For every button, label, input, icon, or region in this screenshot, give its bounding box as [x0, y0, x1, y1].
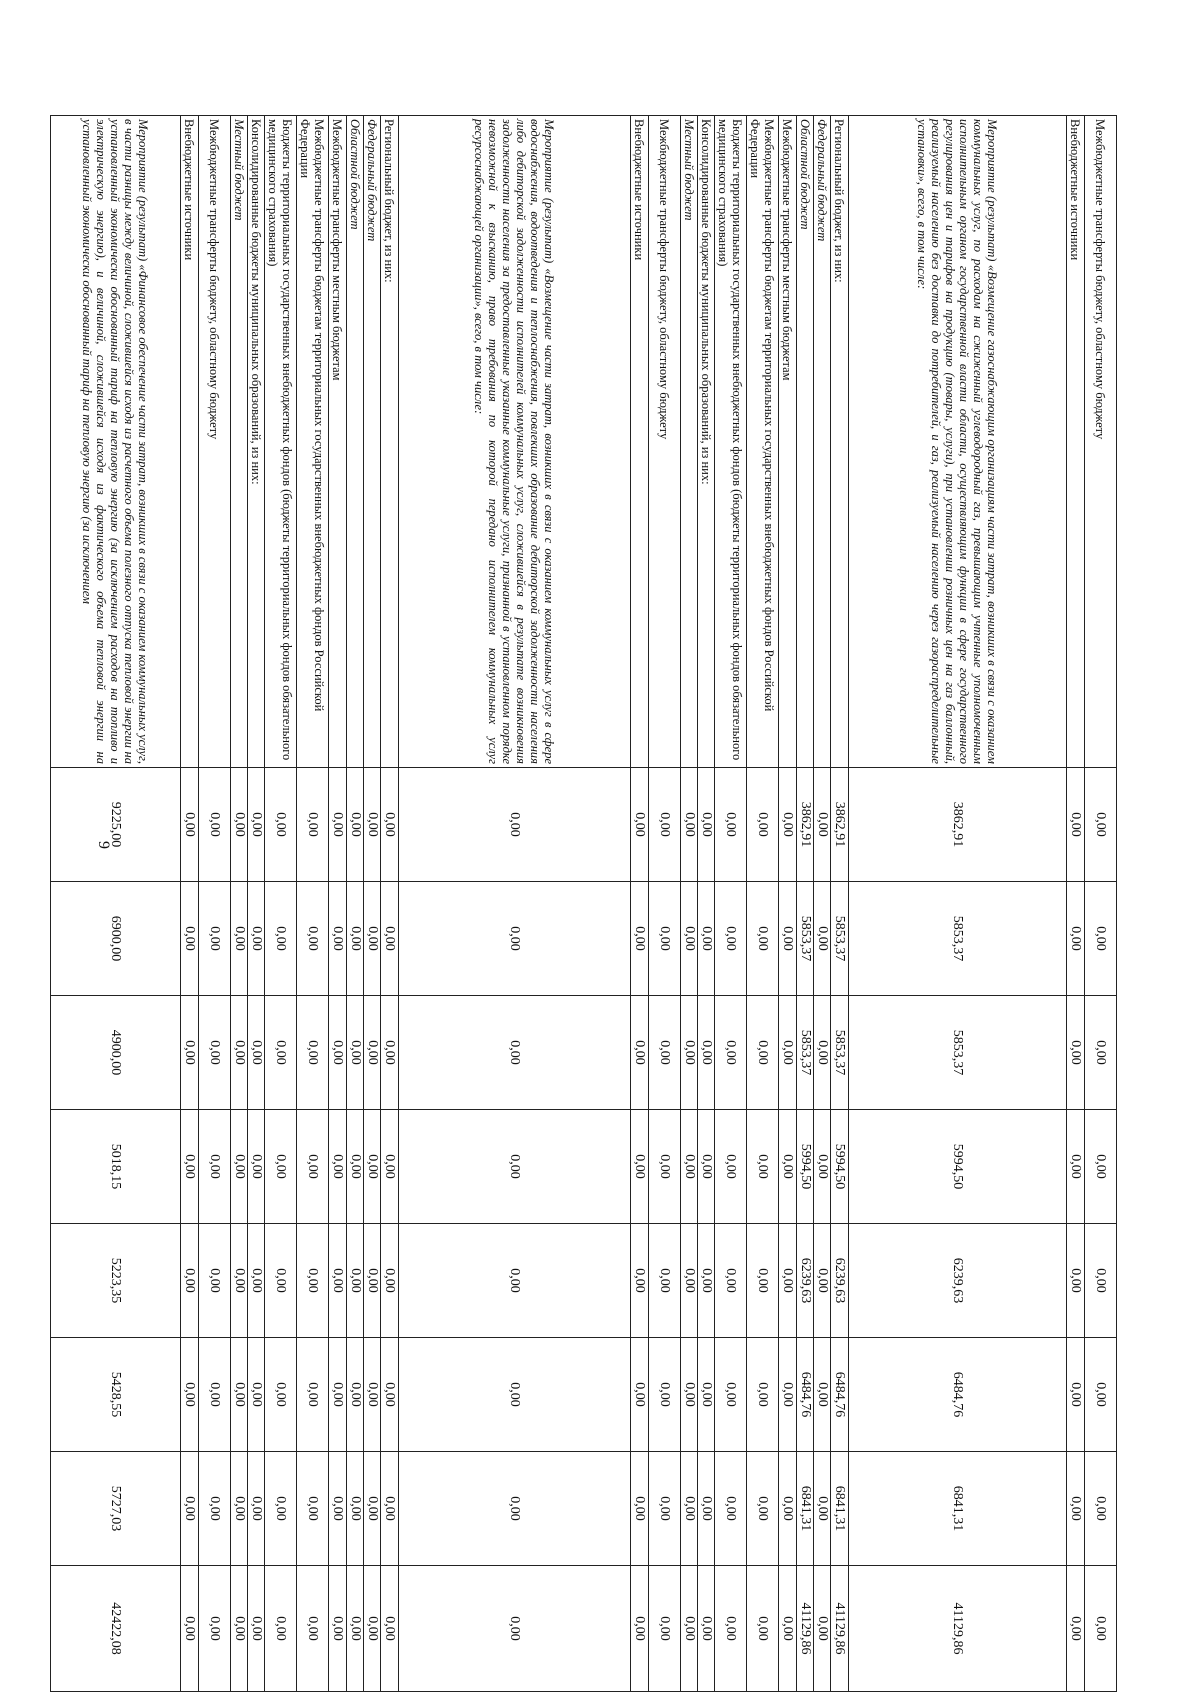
- value-cell: 0,00: [265, 996, 297, 1110]
- value-cell: 0,00: [1067, 882, 1085, 996]
- value-cell: 0,00: [715, 1566, 747, 1692]
- value-cell: 0,00: [681, 882, 698, 996]
- value-cell: 0,00: [631, 1452, 649, 1566]
- value-cell: 6841,31: [849, 1452, 1067, 1566]
- value-cell: 0,00: [231, 996, 248, 1110]
- value-cell: 0,00: [381, 1110, 399, 1224]
- value-cell: 0,00: [181, 1452, 199, 1566]
- value-cell: 0,00: [681, 1566, 698, 1692]
- value-cell: 6900,00: [51, 882, 181, 996]
- value-cell: 0,00: [297, 1566, 329, 1692]
- value-cell: 6239,63: [831, 1224, 849, 1338]
- value-cell: 0,00: [681, 1338, 698, 1452]
- value-cell: 0,00: [698, 1110, 715, 1224]
- value-cell: 0,00: [199, 1224, 231, 1338]
- value-cell: 0,00: [649, 1110, 681, 1224]
- value-cell: 0,00: [747, 1224, 779, 1338]
- table-row: [381, 116, 399, 1692]
- value-cell: 0,00: [715, 1452, 747, 1566]
- value-cell: 0,00: [399, 1110, 631, 1224]
- value-cell: 0,00: [297, 996, 329, 1110]
- row-label: Внебюджетные источники: [631, 116, 649, 768]
- value-cell: 0,00: [715, 1338, 747, 1452]
- value-cell: 0,00: [248, 1452, 265, 1566]
- value-cell: 0,00: [347, 1566, 364, 1692]
- value-cell: 0,00: [715, 1110, 747, 1224]
- row-label: Межбюджетные трансферты бюджету, областному бюджету: [199, 116, 231, 768]
- value-cell: 41129,86: [849, 1566, 1067, 1692]
- value-cell: 0,00: [231, 1452, 248, 1566]
- value-cell: 6484,76: [849, 1338, 1067, 1452]
- value-cell: 0,00: [631, 882, 649, 996]
- value-cell: 0,00: [715, 1224, 747, 1338]
- value-cell: 0,00: [399, 996, 631, 1110]
- value-cell: 0,00: [747, 996, 779, 1110]
- value-cell: 0,00: [199, 1338, 231, 1452]
- value-cell: 3862,91: [797, 768, 814, 882]
- value-cell: 0,00: [814, 1224, 831, 1338]
- value-cell: 0,00: [1085, 1110, 1117, 1224]
- value-cell: 6239,63: [849, 1224, 1067, 1338]
- value-cell: 0,00: [779, 1566, 797, 1692]
- value-cell: 0,00: [329, 882, 347, 996]
- value-cell: 0,00: [181, 1566, 199, 1692]
- value-cell: 0,00: [649, 882, 681, 996]
- table-row: [649, 116, 681, 1692]
- value-cell: 0,00: [399, 1452, 631, 1566]
- value-cell: 0,00: [779, 996, 797, 1110]
- value-cell: 0,00: [329, 1110, 347, 1224]
- value-cell: 42422,08: [51, 1566, 181, 1692]
- table-row: [181, 116, 199, 1692]
- value-cell: 0,00: [631, 768, 649, 882]
- table-row: [698, 116, 715, 1692]
- row-label: Межбюджетные трансферты бюджетам территориальных государственных внебюджетных фондов Российской Федерации: [297, 116, 329, 768]
- value-cell: 0,00: [779, 1338, 797, 1452]
- page-number: 9: [95, 841, 112, 849]
- table-row: [747, 116, 779, 1692]
- table-row: [797, 116, 814, 1692]
- value-cell: 0,00: [399, 1566, 631, 1692]
- value-cell: 0,00: [747, 1110, 779, 1224]
- value-cell: 0,00: [747, 1338, 779, 1452]
- value-cell: 0,00: [381, 768, 399, 882]
- table-row: [347, 116, 364, 1692]
- value-cell: 0,00: [814, 1566, 831, 1692]
- value-cell: 5853,37: [849, 996, 1067, 1110]
- value-cell: 41129,86: [831, 1566, 849, 1692]
- value-cell: 0,00: [364, 1566, 381, 1692]
- value-cell: 0,00: [248, 996, 265, 1110]
- value-cell: 0,00: [364, 996, 381, 1110]
- value-cell: 0,00: [248, 882, 265, 996]
- value-cell: 0,00: [1067, 1566, 1085, 1692]
- value-cell: 0,00: [199, 768, 231, 882]
- value-cell: 6239,63: [797, 1224, 814, 1338]
- value-cell: 0,00: [698, 996, 715, 1110]
- value-cell: 0,00: [381, 882, 399, 996]
- row-label: Межбюджетные трансферты бюджету, областному бюджету: [649, 116, 681, 768]
- value-cell: 6841,31: [797, 1452, 814, 1566]
- value-cell: 0,00: [265, 1338, 297, 1452]
- value-cell: 0,00: [231, 1566, 248, 1692]
- value-cell: 0,00: [364, 1224, 381, 1338]
- table-row: [831, 116, 849, 1692]
- value-cell: 0,00: [231, 1224, 248, 1338]
- value-cell: 0,00: [381, 1338, 399, 1452]
- value-cell: 0,00: [1085, 1566, 1117, 1692]
- value-cell: 0,00: [814, 996, 831, 1110]
- value-cell: 5428,55: [51, 1338, 181, 1452]
- budget-table: [50, 115, 1117, 1692]
- value-cell: 0,00: [231, 882, 248, 996]
- value-cell: 0,00: [364, 768, 381, 882]
- value-cell: 0,00: [1085, 768, 1117, 882]
- value-cell: 0,00: [1085, 882, 1117, 996]
- value-cell: 0,00: [265, 882, 297, 996]
- row-label: Бюджеты территориальных государственных внебюджетных фондов (бюджеты территориальных фондов обязательного медицинского страхования): [265, 116, 297, 768]
- row-label: Мероприятие (результат) «Финансовое обеспечение части затрат, возникших в связи с оказанием коммунальных услуг, в части разницы между величиной, сложившейся исходя из расчетного объема полезного отпуска тепловой энергии на установленный экономически обоснованный тариф на тепловую энергию (за исключением расходов на топливо и электрическую энергию), и величиной, сложившейся исходя из фактического объема тепловой энергии на установленный экономически обоснованный тариф на тепловую энергию (за исключением: [51, 116, 181, 768]
- value-cell: 0,00: [231, 768, 248, 882]
- value-cell: 0,00: [1085, 1224, 1117, 1338]
- value-cell: 0,00: [329, 1566, 347, 1692]
- measure-row: [51, 116, 181, 1692]
- value-cell: 0,00: [649, 996, 681, 1110]
- value-cell: 0,00: [631, 1224, 649, 1338]
- table-row: [265, 116, 297, 1692]
- value-cell: 0,00: [265, 1224, 297, 1338]
- value-cell: 0,00: [297, 1452, 329, 1566]
- value-cell: 0,00: [199, 996, 231, 1110]
- row-label: Межбюджетные трансферты бюджету, областному бюджету: [1085, 116, 1117, 768]
- table-row: [231, 116, 248, 1692]
- value-cell: 0,00: [248, 768, 265, 882]
- value-cell: 0,00: [199, 882, 231, 996]
- value-cell: 0,00: [199, 1566, 231, 1692]
- measure-row: [399, 116, 631, 1692]
- value-cell: 0,00: [698, 1338, 715, 1452]
- value-cell: 0,00: [747, 882, 779, 996]
- value-cell: 0,00: [181, 1110, 199, 1224]
- row-label: Областной бюджет: [797, 116, 814, 768]
- value-cell: 0,00: [248, 1566, 265, 1692]
- measure-row: [849, 116, 1067, 1692]
- row-label: Межбюджетные трансферты местным бюджетам: [329, 116, 347, 768]
- value-cell: 41129,86: [797, 1566, 814, 1692]
- value-cell: 0,00: [248, 1338, 265, 1452]
- value-cell: 3862,91: [849, 768, 1067, 882]
- value-cell: 0,00: [814, 1110, 831, 1224]
- value-cell: 5853,37: [849, 882, 1067, 996]
- value-cell: 5727,03: [51, 1452, 181, 1566]
- value-cell: 0,00: [814, 882, 831, 996]
- value-cell: 0,00: [347, 1452, 364, 1566]
- table-row: [364, 116, 381, 1692]
- value-cell: 0,00: [814, 1338, 831, 1452]
- value-cell: 0,00: [631, 1110, 649, 1224]
- value-cell: 0,00: [199, 1110, 231, 1224]
- value-cell: 0,00: [698, 882, 715, 996]
- value-cell: 0,00: [698, 768, 715, 882]
- value-cell: 0,00: [347, 1110, 364, 1224]
- value-cell: 0,00: [1085, 996, 1117, 1110]
- value-cell: 0,00: [779, 882, 797, 996]
- value-cell: 0,00: [347, 1224, 364, 1338]
- value-cell: 0,00: [297, 1110, 329, 1224]
- table-row: [248, 116, 265, 1692]
- value-cell: 5853,37: [831, 882, 849, 996]
- row-label: Консолидированные бюджеты муниципальных образований, из них:: [698, 116, 715, 768]
- value-cell: 0,00: [681, 1452, 698, 1566]
- value-cell: 0,00: [698, 1566, 715, 1692]
- value-cell: 5853,37: [797, 996, 814, 1110]
- value-cell: 5223,35: [51, 1224, 181, 1338]
- value-cell: 4900,00: [51, 996, 181, 1110]
- value-cell: 0,00: [347, 996, 364, 1110]
- row-label: Межбюджетные трансферты бюджетам территориальных государственных внебюджетных фондов Российской Федерации: [747, 116, 779, 768]
- value-cell: 0,00: [1067, 1224, 1085, 1338]
- value-cell: 0,00: [715, 996, 747, 1110]
- row-label: Внебюджетные источники: [1067, 116, 1085, 768]
- value-cell: 6484,76: [797, 1338, 814, 1452]
- value-cell: 0,00: [329, 1452, 347, 1566]
- value-cell: 0,00: [181, 768, 199, 882]
- value-cell: 0,00: [814, 1452, 831, 1566]
- value-cell: 0,00: [681, 1110, 698, 1224]
- value-cell: 5994,50: [831, 1110, 849, 1224]
- value-cell: 0,00: [631, 1566, 649, 1692]
- row-label: Региональный бюджет, из них:: [381, 116, 399, 768]
- value-cell: 0,00: [779, 1452, 797, 1566]
- value-cell: 5018,15: [51, 1110, 181, 1224]
- value-cell: 0,00: [297, 768, 329, 882]
- value-cell: 0,00: [265, 1566, 297, 1692]
- value-cell: 0,00: [1067, 1110, 1085, 1224]
- value-cell: 0,00: [181, 882, 199, 996]
- value-cell: 0,00: [329, 768, 347, 882]
- value-cell: 0,00: [698, 1224, 715, 1338]
- value-cell: 0,00: [181, 996, 199, 1110]
- table-row: [814, 116, 831, 1692]
- value-cell: 0,00: [231, 1338, 248, 1452]
- value-cell: 0,00: [381, 996, 399, 1110]
- row-label: Бюджеты территориальных государственных внебюджетных фондов (бюджеты территориальных фондов обязательного медицинского страхования): [715, 116, 747, 768]
- value-cell: 5853,37: [797, 882, 814, 996]
- value-cell: 0,00: [814, 768, 831, 882]
- value-cell: 0,00: [347, 1338, 364, 1452]
- value-cell: 0,00: [231, 1110, 248, 1224]
- row-label: Региональный бюджет, из них:: [831, 116, 849, 768]
- row-label: Местный бюджет: [681, 116, 698, 768]
- value-cell: 0,00: [1067, 996, 1085, 1110]
- value-cell: 0,00: [649, 1566, 681, 1692]
- value-cell: 0,00: [199, 1452, 231, 1566]
- value-cell: 0,00: [181, 1338, 199, 1452]
- value-cell: 0,00: [347, 768, 364, 882]
- value-cell: 0,00: [399, 1224, 631, 1338]
- table-row: [1085, 116, 1117, 1692]
- value-cell: 0,00: [1085, 1452, 1117, 1566]
- value-cell: 0,00: [297, 1224, 329, 1338]
- value-cell: 0,00: [1067, 768, 1085, 882]
- value-cell: 0,00: [681, 996, 698, 1110]
- value-cell: 0,00: [698, 1452, 715, 1566]
- value-cell: 0,00: [649, 1452, 681, 1566]
- value-cell: 0,00: [347, 882, 364, 996]
- row-label: Межбюджетные трансферты местным бюджетам: [779, 116, 797, 768]
- value-cell: 0,00: [265, 1110, 297, 1224]
- table-row: [1067, 116, 1085, 1692]
- row-label: Консолидированные бюджеты муниципальных образований, из них:: [248, 116, 265, 768]
- value-cell: 0,00: [747, 768, 779, 882]
- value-cell: 0,00: [779, 1110, 797, 1224]
- table-row: [297, 116, 329, 1692]
- value-cell: 0,00: [649, 1224, 681, 1338]
- rotated-table-container: [50, 115, 1117, 1691]
- value-cell: 0,00: [715, 882, 747, 996]
- table-row: [329, 116, 347, 1692]
- value-cell: 0,00: [649, 1338, 681, 1452]
- value-cell: 0,00: [631, 1338, 649, 1452]
- value-cell: 5994,50: [797, 1110, 814, 1224]
- value-cell: 0,00: [747, 1452, 779, 1566]
- value-cell: 0,00: [681, 1224, 698, 1338]
- value-cell: 0,00: [265, 768, 297, 882]
- table-row: [199, 116, 231, 1692]
- value-cell: 0,00: [399, 882, 631, 996]
- value-cell: 0,00: [248, 1110, 265, 1224]
- row-label: Мероприятие (результат) «Возмещение газоснабжающим организациям части затрат, возникших в связи с оказанием коммунальных услуг, по расходам на сжиженный углеводородный газ, превышающим учтенные уполномоченным исполнительным органом государственной власти области, осуществляющим функции в сфере государственного регулирования цен и тарифов на продукцию (товары, услуги), при установлении розничных цен на газ баллонный, реализуемый населению без доставки до потребителей, и газ, реализуемый населению через газораспределительные установки», всего, в том числе:: [849, 116, 1067, 768]
- table-row: [779, 116, 797, 1692]
- value-cell: 0,00: [779, 768, 797, 882]
- value-cell: 0,00: [248, 1224, 265, 1338]
- table-row: [715, 116, 747, 1692]
- value-cell: 6841,31: [831, 1452, 849, 1566]
- value-cell: 0,00: [631, 996, 649, 1110]
- table-row: [681, 116, 698, 1692]
- value-cell: 0,00: [381, 1452, 399, 1566]
- value-cell: 0,00: [649, 768, 681, 882]
- row-label: Областной бюджет: [347, 116, 364, 768]
- value-cell: 0,00: [1085, 1338, 1117, 1452]
- value-cell: 0,00: [364, 882, 381, 996]
- value-cell: 3862,91: [831, 768, 849, 882]
- value-cell: 0,00: [381, 1224, 399, 1338]
- row-label: Внебюджетные источники: [181, 116, 199, 768]
- value-cell: 0,00: [747, 1566, 779, 1692]
- value-cell: 0,00: [1067, 1452, 1085, 1566]
- value-cell: 0,00: [297, 882, 329, 996]
- value-cell: 0,00: [715, 768, 747, 882]
- value-cell: 0,00: [265, 1452, 297, 1566]
- value-cell: 0,00: [297, 1338, 329, 1452]
- value-cell: 0,00: [181, 1224, 199, 1338]
- value-cell: 6484,76: [831, 1338, 849, 1452]
- value-cell: 0,00: [329, 1338, 347, 1452]
- value-cell: 0,00: [779, 1224, 797, 1338]
- value-cell: 5853,37: [831, 996, 849, 1110]
- value-cell: 0,00: [364, 1110, 381, 1224]
- value-cell: 5994,50: [849, 1110, 1067, 1224]
- row-label: Федеральный бюджет: [814, 116, 831, 768]
- value-cell: 0,00: [329, 1224, 347, 1338]
- value-cell: 0,00: [364, 1452, 381, 1566]
- value-cell: 0,00: [1067, 1338, 1085, 1452]
- value-cell: 9225,00: [51, 768, 181, 882]
- row-label: Федеральный бюджет: [364, 116, 381, 768]
- table-row: [631, 116, 649, 1692]
- value-cell: 0,00: [364, 1338, 381, 1452]
- value-cell: 0,00: [399, 768, 631, 882]
- value-cell: 0,00: [399, 1338, 631, 1452]
- row-label: Мероприятие (результат) «Возмещение части затрат, возникших в связи с оказанием коммунальных услуг в сфере водоснабжения, водоотведения и теплоснабжения, повлекших образование дебиторской задолженности населения либо дебиторской задолженности исполнителей коммунальных услуг, сложившейся в результате возникновения задолженности населения за предоставленные указанные коммунальные услуги, признанной в установленном порядке невозможной к взысканию, право требования по которой передано исполнителем коммунальных услуг ресурсоснабжающей организации», всего, в том числе:: [399, 116, 631, 768]
- value-cell: 0,00: [381, 1566, 399, 1692]
- value-cell: 0,00: [681, 768, 698, 882]
- row-label: Местный бюджет: [231, 116, 248, 768]
- value-cell: 0,00: [329, 996, 347, 1110]
